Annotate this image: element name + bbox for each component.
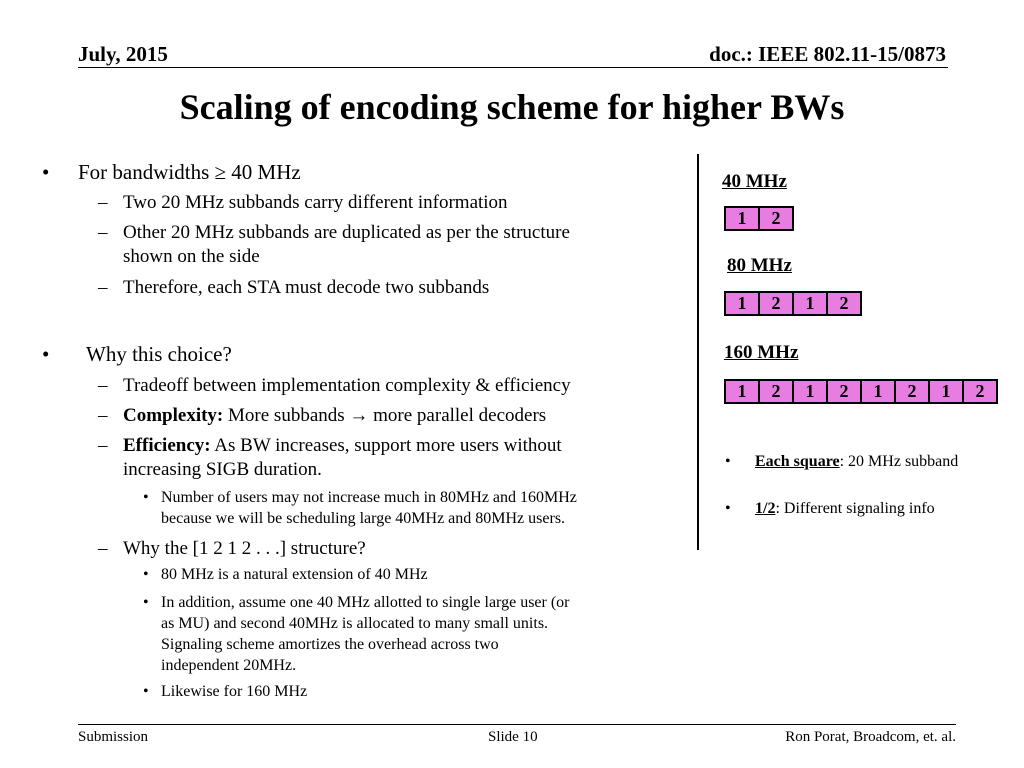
footer-rule: [78, 724, 956, 725]
footer-author: Ron Porat, Broadcom, et. al.: [785, 729, 956, 745]
small-bullet-dot: •: [143, 489, 149, 506]
dash-mark: –: [98, 538, 108, 559]
sub-bullet-continued: increasing SIGB duration.: [123, 459, 322, 480]
subband-square: 1: [794, 293, 828, 314]
legend-signaling-label: 1/2: [755, 500, 776, 517]
subband-square: 2: [896, 381, 930, 402]
dash-mark: –: [98, 435, 108, 456]
bw-160-boxes: [724, 379, 998, 404]
small-bullet-dot: •: [143, 594, 149, 611]
bullet-dot: •: [42, 160, 50, 184]
column-divider: [697, 154, 699, 550]
efficiency-label: Efficiency:: [123, 435, 211, 456]
small-bullet-dot: •: [143, 683, 149, 700]
slide-title: Scaling of encoding scheme for higher BWs: [179, 87, 845, 127]
subband-square: 2: [760, 293, 794, 314]
header-doc-id: doc.: IEEE 802.11-15/0873: [709, 42, 946, 66]
subband-square: 1: [930, 381, 964, 402]
third-level-item: 80 MHz is a natural extension of 40 MHz: [161, 566, 428, 583]
subband-square: 2: [828, 293, 860, 314]
subband-square: 2: [760, 381, 794, 402]
dash-mark: –: [98, 375, 108, 396]
legend-bullet-dot: •: [725, 500, 731, 517]
sub-bullet: Why the [1 2 1 2 . . .] structure?: [123, 538, 366, 559]
sub-bullet-efficiency: [123, 435, 562, 457]
dash-mark: –: [98, 222, 108, 243]
sub-bullet: Other 20 MHz subbands are duplicated as per the structure: [123, 222, 570, 243]
legend-signaling-text: : Different signaling info: [775, 500, 935, 517]
efficiency-text: As BW increases, support more users without: [210, 435, 562, 456]
bw-80-label: 80 MHz: [727, 255, 792, 276]
subband-square: 1: [726, 381, 760, 402]
sub-bullet-complexity: [123, 405, 546, 427]
complexity-label: Complexity:: [123, 405, 224, 426]
sub-bullet-continued: shown on the side: [123, 246, 260, 267]
subband-square: 1: [726, 208, 760, 229]
third-level-item: Number of users may not increase much in 80MHz and 160MHz: [161, 489, 577, 506]
legend-bullet-dot: •: [725, 453, 731, 470]
third-level-item-continued: as MU) and second 40MHz is allocated to many small units.: [161, 615, 549, 632]
bw-160-label: 160 MHz: [724, 342, 799, 363]
header-rule: [78, 67, 948, 68]
dash-mark: –: [98, 277, 108, 298]
sub-bullet: Therefore, each STA must decode two subbands: [123, 277, 490, 298]
bw-80-boxes: [724, 291, 862, 316]
subband-square: 2: [828, 381, 862, 402]
bullet-dot: •: [42, 342, 50, 366]
complexity-text: More subbands → more parallel decoders: [223, 405, 547, 426]
third-level-item-continued: Signaling scheme amortizes the overhead across two: [161, 636, 499, 653]
third-level-item: Likewise for 160 MHz: [161, 683, 308, 700]
legend-each-square: [755, 453, 958, 471]
footer-slide-number: Slide 10: [488, 729, 538, 745]
subband-square: 1: [794, 381, 828, 402]
sub-bullet: Two 20 MHz subbands carry different information: [123, 192, 508, 213]
small-bullet-dot: •: [143, 566, 149, 583]
subband-square: 2: [964, 381, 996, 402]
legend-each-square-text: : 20 MHz subband: [839, 453, 959, 470]
third-level-item-continued: because we will be scheduling large 40MHz and 80MHz users.: [161, 510, 566, 527]
sub-bullet: Tradeoff between implementation complexity & efficiency: [123, 375, 571, 396]
dash-mark: –: [98, 192, 108, 213]
third-level-item-continued: independent 20MHz.: [161, 657, 297, 674]
dash-mark: –: [98, 405, 108, 426]
subband-square: 1: [862, 381, 896, 402]
legend-signaling: [755, 500, 935, 518]
legend-each-square-label: Each square: [755, 453, 840, 470]
third-level-item: In addition, assume one 40 MHz allotted to single large user (or: [161, 594, 570, 611]
header-date: July, 2015: [78, 42, 168, 66]
bullet-why-choice: Why this choice?: [86, 342, 232, 366]
subband-square: 1: [726, 293, 760, 314]
bullet-bandwidths: For bandwidths ≥ 40 MHz: [78, 160, 301, 184]
bw-40-boxes: [724, 206, 794, 231]
bw-40-label: 40 MHz: [722, 171, 787, 192]
subband-square: 2: [760, 208, 792, 229]
footer-submission: Submission: [78, 729, 149, 745]
